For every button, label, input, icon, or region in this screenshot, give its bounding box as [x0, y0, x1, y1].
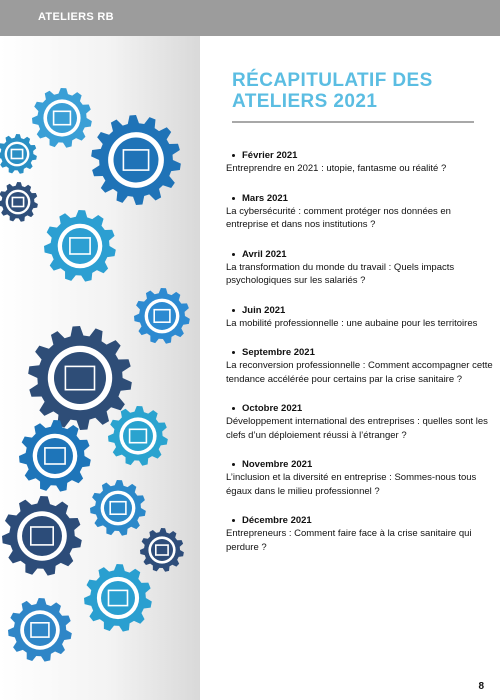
- gears-illustration: [0, 36, 200, 700]
- session-topic: L’inclusion et la diversité en entreprise : Sommes-nous tous égaux dans le milieu professionnel ?: [226, 472, 477, 497]
- page-number: 8: [478, 681, 484, 692]
- target-icon: [91, 115, 181, 205]
- brand-name: ATELIERS RB: [38, 11, 114, 23]
- session-month: Décembre 2021: [226, 514, 494, 527]
- list-item: [226, 514, 494, 554]
- list-item: [226, 346, 494, 386]
- session-topic: La cybersécurité : comment protéger nos données en entreprise et dans nos institutions ?: [226, 205, 451, 230]
- hierarchy-icon: [8, 598, 72, 662]
- session-month: Octobre 2021: [226, 402, 494, 415]
- list-item: [226, 248, 494, 288]
- calendar-icon: [108, 406, 168, 466]
- list-item: [226, 304, 494, 331]
- bar-chart-icon: [140, 528, 184, 572]
- session-month: Juin 2021: [226, 304, 494, 317]
- session-topic: La transformation du monde du travail : Quels impacts psychologiques sur les salariés ?: [226, 261, 455, 286]
- puzzle-icon: [0, 182, 38, 222]
- list-item: [226, 402, 494, 442]
- session-topic: Développement international des entreprises : quelles sont les clefs d’un déploiement réussi à l’étranger ?: [226, 416, 488, 441]
- calculator-icon: [19, 420, 91, 492]
- gears-artwork: [0, 36, 200, 700]
- list-item: [226, 458, 494, 498]
- session-topic: La mobilité professionnelle : une aubaine pour les territoires: [226, 317, 478, 329]
- session-topic: La reconversion professionnelle : Comment accompagner cette tendance accélérée pour certains par la crise sanitaire ?: [226, 360, 493, 385]
- pie-chart-icon: [32, 88, 92, 148]
- team-icon: [2, 496, 82, 576]
- session-month: Avril 2021: [226, 248, 494, 261]
- sessions-list: [226, 149, 494, 570]
- session-month: Novembre 2021: [226, 458, 494, 471]
- list-item: [226, 149, 494, 176]
- list-item: [226, 192, 494, 232]
- presentation-icon: [44, 210, 116, 282]
- session-month: Septembre 2021: [226, 346, 494, 359]
- board-icon: [84, 564, 152, 632]
- session-topic: Entrepreneurs : Comment faire face à la crise sanitaire qui perdure ?: [226, 528, 472, 553]
- session-month: Février 2021: [226, 149, 494, 162]
- megaphone-icon: [90, 480, 146, 536]
- title-divider: [232, 121, 474, 123]
- magnifier-icon: [0, 134, 37, 174]
- page-title: RÉCAPITULATIF DES ATELIERS 2021: [232, 70, 433, 112]
- document-icon: [134, 288, 190, 344]
- lightbulb-icon: [28, 326, 132, 430]
- header-bar: [0, 0, 500, 36]
- session-month: Mars 2021: [226, 192, 494, 205]
- session-topic: Entreprendre en 2021 : utopie, fantasme ou réalité ?: [226, 163, 447, 174]
